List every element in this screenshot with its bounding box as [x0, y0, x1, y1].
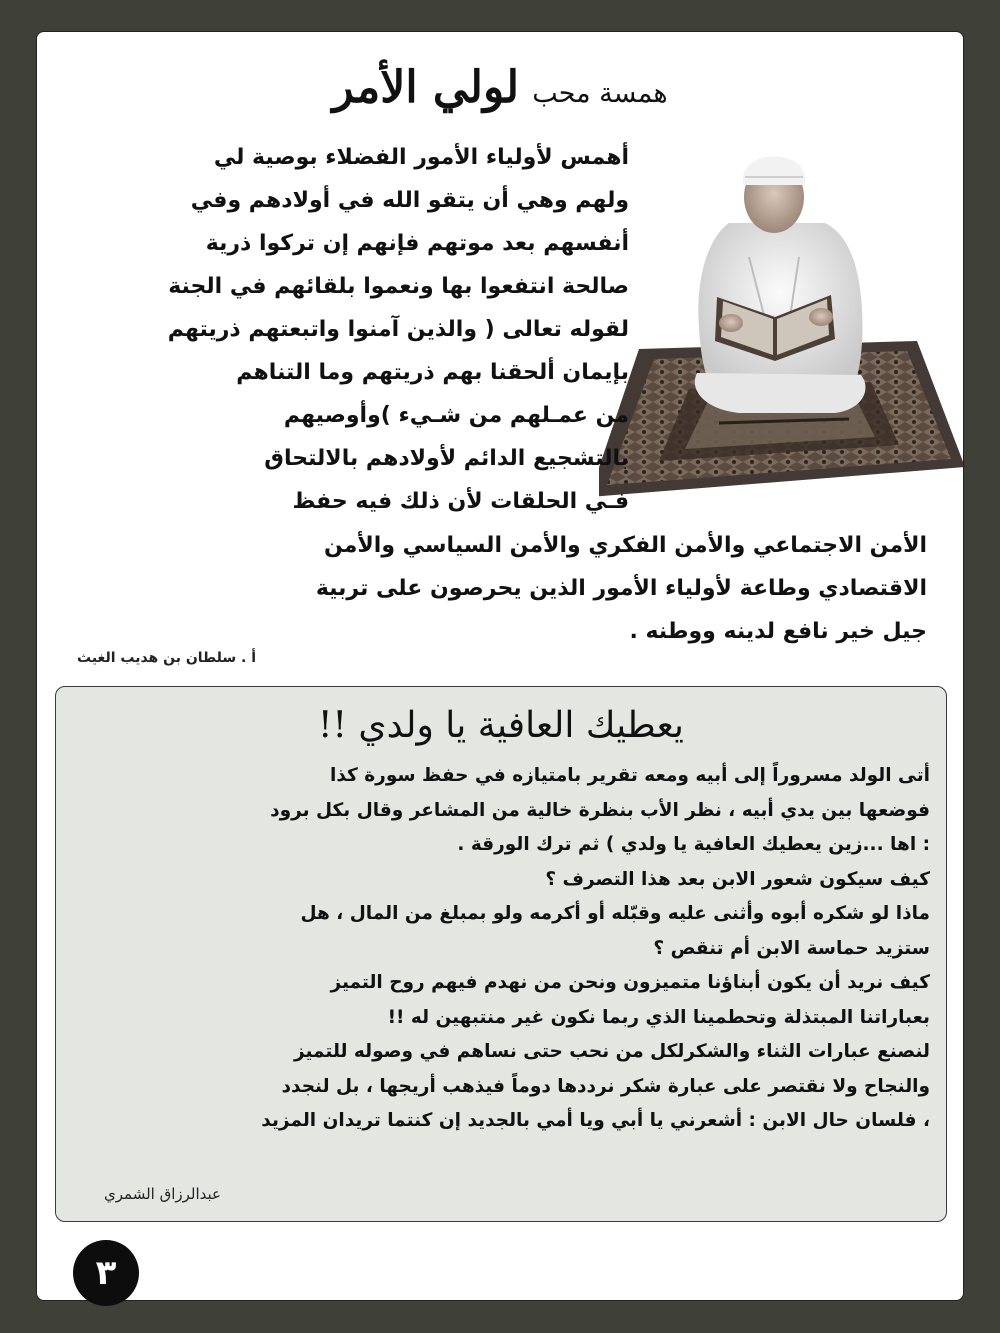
box-line: بعباراتنا المبتذلة وتحطمينا الذي ربما نكون غير منتبهين له !!: [387, 1006, 930, 1028]
article-line: لقوله تعالى ( والذين آمنوا واتبعتهم ذريتهم: [167, 317, 629, 342]
boy-figure: [695, 157, 866, 414]
highlight-box: [55, 686, 947, 1222]
box-line: لنصنع عبارات الثناء والشكرلكل من نحب حتى نساهم في وصوله للتميز: [293, 1041, 930, 1062]
box-line: ماذا لو شكره أبوه وأثنى عليه وقبّله أو أكرمه ولو بمبلغ من المال ، هل: [300, 903, 930, 924]
article-body-bottom: [71, 524, 927, 653]
box-author: عبدالرزاق الشمري: [104, 1185, 221, 1203]
box-line: والنجاح ولا نقتصر على عبارة شكر نرددها دوماً فيذهب أريجها ، بل لنجدد: [281, 1075, 930, 1097]
box-body: [74, 759, 930, 1139]
title-main: لولي الأمر: [332, 62, 520, 113]
box-line: : اها ...زين يعطيك العافية يا ولدي ) ثم ترك الورقة .: [457, 834, 930, 855]
article-line: فـي الحلقات لأن ذلك فيه حفظ: [292, 489, 629, 514]
page-title: [37, 62, 963, 122]
box-line: أتى الولد مسروراً إلى أبيه ومعه تقرير بامتيازه في حفظ سورة كذا: [330, 765, 930, 786]
article-line: أنفسهم بعد موتهم فإنهم إن تركوا ذرية: [205, 231, 629, 256]
box-line: كيف سيكون شعور الابن بعد هذا التصرف ؟: [545, 868, 930, 890]
box-line: فوضعها بين يدي أبيه ، نظر الأب بنظرة خالية من المشاعر وقال بكل برود: [270, 799, 930, 821]
article-line: أهمس لأولياء الأمور الفضلاء بوصية لي: [213, 145, 629, 170]
article-line: الأمن الاجتماعي والأمن الفكري والأمن السياسي والأمن: [323, 533, 927, 558]
page: [36, 31, 964, 1301]
article-line: الاقتصادي وطاعة لأولياء الأمور الذين يحرصون على تربية: [315, 576, 927, 601]
article-line: جيل خير نافع لدينه ووطنه .: [629, 619, 927, 644]
article-body-top: [69, 136, 629, 523]
box-line: كيف نريد أن يكون أبناؤنا متميزون ونحن من نهدم فيهم روح التميز: [330, 972, 930, 993]
article-line: ولهم وهي أن يتقو الله في أولادهم وفي: [190, 188, 629, 213]
article-author: أ . سلطان بن هديب الغيث: [77, 650, 257, 666]
page-number-badge: ٣: [73, 1240, 139, 1306]
box-line: ، فلسان حال الابن : أشعرني يا أبي ويا أمي بالجديد إن كنتما تريدان المزيد: [261, 1110, 930, 1131]
boy-reading-illustration: [599, 127, 965, 499]
article-line: صالحة انتفعوا بها ونعموا بلقائهم في الجنة: [168, 274, 629, 299]
article-line: بالتشجيع الدائم لأولادهم بالالتحاق: [264, 446, 629, 471]
title-prefix: همسة محب: [532, 78, 668, 109]
box-title: يعطيك العافية يا ولدي !!: [318, 705, 684, 746]
article-line: من عمـلهم من شـيء )وأوصيهم: [283, 403, 629, 428]
box-line: ستزيد حماسة الابن أم تنقص ؟: [653, 937, 930, 959]
article-line: بإيمان ألحقنا بهم ذريتهم وما التناهم: [236, 360, 629, 385]
